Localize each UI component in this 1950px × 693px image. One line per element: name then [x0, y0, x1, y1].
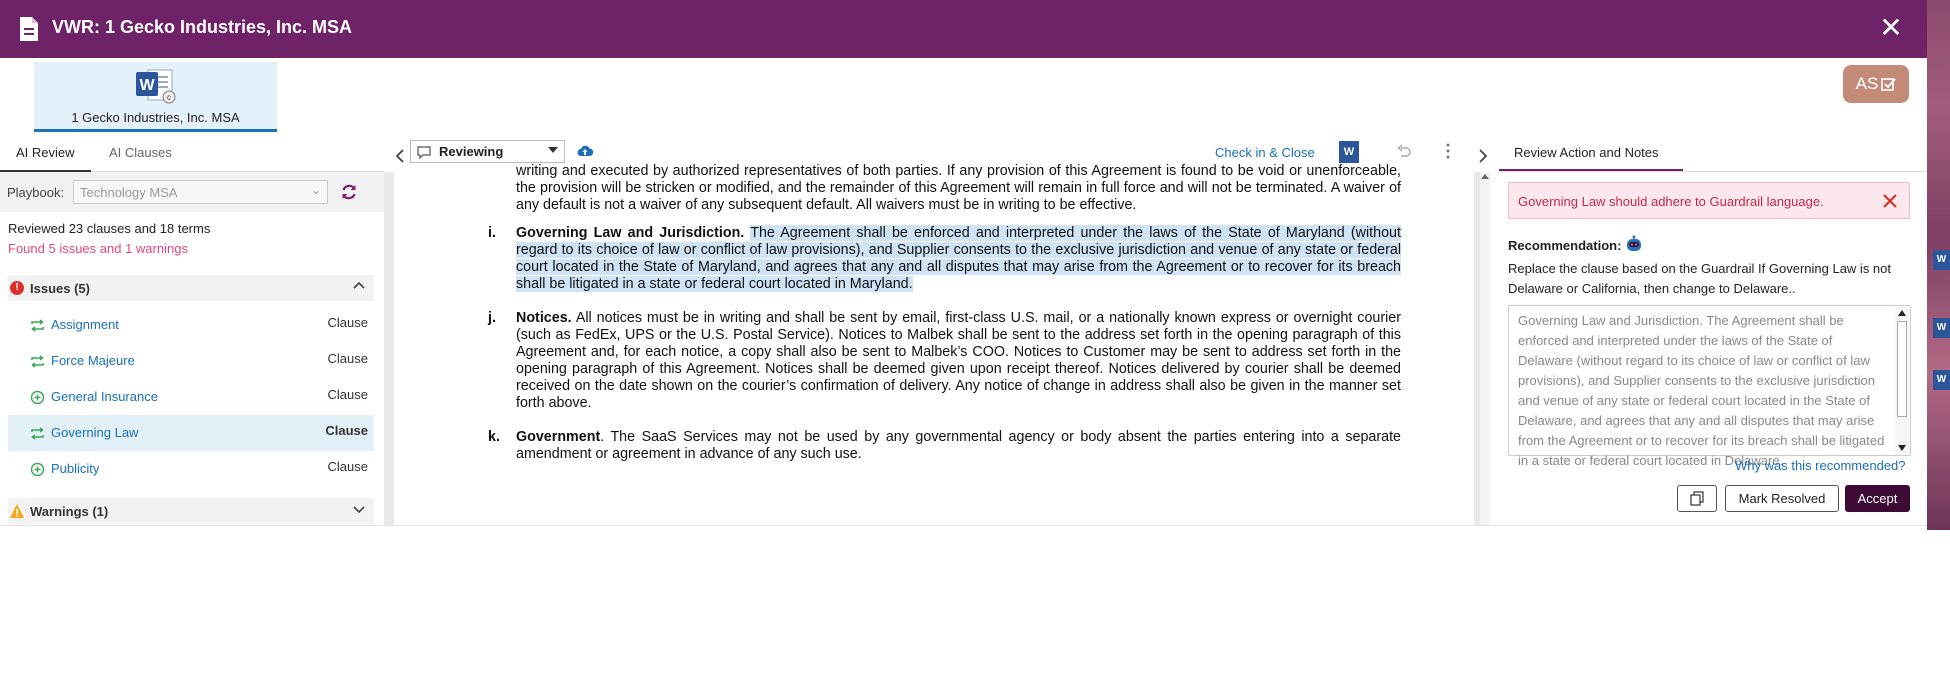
chevron-down-icon: ⌄: [310, 183, 321, 197]
chevron-right-icon[interactable]: [1477, 146, 1489, 166]
check-in-close-link[interactable]: Check in & Close: [1215, 145, 1315, 160]
scroll-thumb[interactable]: [1897, 321, 1907, 417]
divider: [0, 525, 1927, 526]
left-panel-tabs: [0, 144, 384, 172]
ai-bot-icon: [1624, 234, 1644, 254]
add-circle-icon: [30, 462, 45, 477]
word-icon: W: [1933, 250, 1950, 270]
tab-review-action-notes[interactable]: Review Action and Notes: [1499, 144, 1683, 172]
refresh-icon[interactable]: [339, 182, 359, 202]
scroll-down-icon[interactable]: [1898, 445, 1906, 451]
issues-section-header[interactable]: [8, 275, 374, 301]
document-tab-label: 1 Gecko Industries, Inc. MSA: [71, 110, 240, 125]
word-icon[interactable]: W: [1339, 141, 1359, 163]
word-icon: W: [1933, 318, 1950, 338]
why-recommended-link[interactable]: Why was this recommended?: [1735, 458, 1906, 473]
word-icon: W: [1933, 370, 1950, 390]
issue-name: Publicity: [51, 461, 100, 476]
chevron-left-icon[interactable]: [394, 146, 406, 166]
found-issues-text: Found 5 issues and 1 warnings: [8, 241, 188, 256]
recommendation-text: Replace the clause based on the Guardrail If Governing Law is not Delaware or California, then change to Delaware..: [1508, 261, 1892, 296]
chevron-up-icon: [352, 279, 366, 293]
suggested-clause-text: Governing Law and Jurisdiction. The Agreement shall be enforced and interpreted under the laws of the State of Delaware (without regard to its choice of law or conflict of law provisions), and Supplier consents to the exclusive jurisdiction and venue of any state or federal court located in the State of Delaware, and agrees that any and all disputes that may arise from the Agreement or to recover for its breach shall be litigated in a state or federal court located in Delaware.: [1518, 313, 1885, 468]
caret-down-icon: [548, 147, 558, 153]
desktop-background-strip: [1927, 0, 1950, 530]
issue-kind: Clause: [325, 423, 368, 438]
section-notices: [516, 310, 1401, 412]
playbook-value: Technology MSA: [80, 185, 178, 200]
issues-header-label: Issues (5): [30, 281, 90, 296]
issue-kind: Clause: [327, 387, 368, 402]
section-heading: Notices.: [516, 310, 572, 326]
document-page: [394, 163, 1474, 525]
accept-button[interactable]: Accept: [1845, 485, 1910, 512]
paragraph-top: writing and executed by authorized representatives of both parties. If any provision of this Agreement is found to be void or unenforceable, the provision will be stricken or modified, and the remainder of this Agreement will remain in full force and will not be terminated. A waiver of any default is not a waiver of any subsequent default. All waivers must be in writing to be effective.: [516, 163, 1401, 213]
issue-kind: Clause: [327, 315, 368, 330]
warning-icon: [9, 503, 25, 519]
add-circle-icon: [30, 390, 45, 405]
warnings-header-label: Warnings (1): [30, 504, 109, 519]
textarea-scrollbar[interactable]: [1895, 307, 1909, 454]
section-marker: j.: [488, 310, 496, 326]
svg-text:W: W: [139, 77, 155, 94]
document-viewer: [384, 163, 1490, 525]
section-government: [516, 429, 1401, 463]
issue-name: Force Majeure: [51, 353, 135, 368]
divider: [1499, 171, 1927, 172]
mode-select[interactable]: [410, 140, 565, 163]
section-body: All notices must be in writing and shall be sent by email, first-class U.S. mail, or a nationally known express or overnight courier (such as FedEx, UPS or the U.S. Postal Service). Notices to Malbek shall be sent to the address set forth in the opening paragraph of this Agreement and, for each notice, a copy shall also be sent to Malbek’s COO. Notices to Customer may be sent to address set forth in the opening paragraph of this Agreement. Notices shall be deemed given upon receipt thereof. Notices delivered by courier shall be deemed received on the date shown on the courier’s confirmation of delivery. Any notice of change in address shall also be given in the manner set forth above.: [516, 310, 1402, 411]
section-heading: Government: [516, 429, 601, 445]
issue-name: Governing Law: [51, 425, 139, 440]
issue-kind: Clause: [327, 459, 368, 474]
scroll-up-icon[interactable]: [1898, 310, 1906, 316]
alert-text: Governing Law should adhere to Guardrail language.: [1518, 194, 1824, 209]
error-icon: !: [10, 281, 24, 295]
scroll-up-icon[interactable]: [1481, 174, 1489, 179]
issue-item-governing-law[interactable]: [8, 415, 374, 451]
issue-name: Assignment: [51, 317, 119, 332]
guardrail-alert: [1508, 182, 1910, 219]
more-options-icon[interactable]: [1445, 142, 1451, 160]
chevron-down-icon: [352, 502, 366, 516]
document-icon: [18, 16, 40, 42]
svg-text:c: c: [167, 93, 171, 102]
document-tab[interactable]: [34, 62, 277, 132]
undo-icon[interactable]: [1396, 144, 1412, 160]
close-icon[interactable]: ✕: [1879, 12, 1903, 43]
replace-icon: [30, 318, 45, 333]
issue-name: General Insurance: [51, 389, 158, 404]
issue-item-assignment[interactable]: [8, 307, 374, 343]
mode-value: Reviewing: [439, 144, 504, 159]
word-document-icon: [134, 68, 178, 104]
section-governing-law[interactable]: [516, 225, 1401, 293]
recommendation-label: Recommendation:: [1508, 238, 1622, 253]
window-title: VWR: 1 Gecko Industries, Inc. MSA: [52, 17, 353, 37]
replace-icon: [30, 426, 45, 441]
user-initials: AS: [1855, 74, 1879, 93]
playbook-label: Playbook:: [7, 185, 65, 200]
section-marker: k.: [488, 429, 500, 445]
review-comment-icon: [417, 145, 431, 159]
document-scrollbar[interactable]: [1480, 172, 1490, 525]
copy-icon: [1690, 491, 1704, 506]
playbook-bar: [0, 172, 384, 212]
section-body-highlighted: The Agreement shall be enforced and interpreted under the laws of the State of Maryland (without regard to its choice of law or conflict of law provisions), and Supplier consents to the exclusive jurisdiction and venue of any state or federal court located in the State of Maryland, and agrees that any and all disputes that may arise from the Agreement or to recover for its breach shall be litigated in a state or federal court located in Maryland.: [516, 225, 1401, 292]
section-heading: Governing Law and Jurisdiction.: [516, 225, 745, 241]
tab-ai-review[interactable]: AI Review: [0, 144, 91, 172]
review-summary: [8, 219, 210, 259]
warnings-section-header[interactable]: [8, 498, 374, 524]
issue-item-force-majeure[interactable]: [8, 343, 374, 379]
close-icon[interactable]: [1881, 192, 1899, 210]
user-avatar[interactable]: [1843, 65, 1909, 103]
checkbox-icon: [1881, 77, 1896, 92]
cloud-upload-icon[interactable]: [577, 144, 593, 158]
issue-item-general-insurance[interactable]: [8, 379, 374, 415]
copy-button[interactable]: [1677, 485, 1717, 512]
playbook-select[interactable]: [73, 180, 328, 204]
mark-resolved-button[interactable]: Mark Resolved: [1725, 485, 1839, 512]
issue-kind: Clause: [327, 351, 368, 366]
title-bar: [0, 0, 1927, 58]
reviewed-count-text: Reviewed 23 clauses and 18 terms: [8, 221, 211, 236]
tab-ai-clauses[interactable]: AI Clauses: [109, 145, 172, 160]
replace-icon: [30, 354, 45, 369]
section-marker: i.: [488, 225, 496, 241]
section-body: . The SaaS Services may not be used by any governmental agency or body absent the parties entering into a separate amendment or agreement in advance of any such use.: [516, 429, 1401, 462]
issue-item-publicity[interactable]: [8, 451, 374, 487]
